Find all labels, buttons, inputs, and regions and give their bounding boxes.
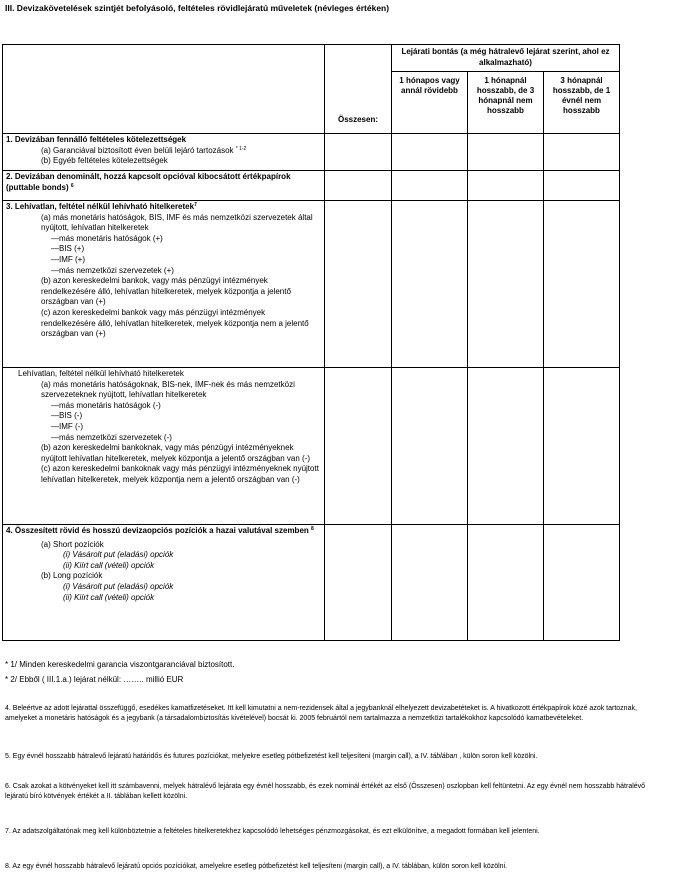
section3b-item-c: (c) azon kereskedelmi bankoknak vagy más pénzügyi intézményeknek nyújtott lehívatlan hitelkeretek, melyek központja nem a jelentő országban van (-) [41,464,319,484]
section3b-item-a1: —más monetáris hatóságok (-) [51,400,161,410]
section4-label [3,525,325,641]
section4-item-a1: (i) Vásárolt put (eladási) opciók [63,550,174,560]
section3b-item-a3: —IMF (-) [51,421,83,431]
header-total: Összesen: [325,45,392,134]
table-row-section3 [3,201,620,368]
value-cell[interactable] [544,201,620,368]
header-maturity-group: Lejárati bontás (a még hátralevő lejárat szerint, ahol ez alkalmazható) [392,45,620,72]
value-cell[interactable] [392,525,468,641]
value-cell[interactable] [392,368,468,525]
table-row-section4 [3,525,620,641]
footnote-star1: * 1/ Minden kereskedelmi garancia viszontgaranciával biztosított. [5,660,235,669]
value-cell[interactable] [392,201,468,368]
section1-heading: 1. Devizában fennálló feltételes kötelezettségek [6,135,187,144]
section1-item-a-sup: * 1-2 [235,145,247,152]
section4-item-b2: (ii) Kiírt call (vételi) opciók [63,592,155,602]
value-cell[interactable] [325,134,392,171]
value-cell[interactable] [468,201,544,368]
section4-item-a2: (ii) Kiírt call (vételi) opciók [63,560,155,570]
page-title: III. Devizakövetelések szintjét befolyásoló, feltételes rövidlejáratú műveletek (névleges értéken) [5,3,390,13]
value-cell[interactable] [392,134,468,171]
value-cell[interactable] [544,171,620,201]
header-col-3m-1y: 3 hónapnál hosszabb, de 1 évnél nem hosszabb [544,72,620,134]
section3-heading: 3. Lehívatlan, feltétel nélkül lehívható hitelkeretek$^7$ [6,202,197,211]
section4-item-b: (b) Long pozíciók [41,571,103,581]
section3b-label [3,368,325,525]
section1-label [3,134,325,171]
value-cell[interactable] [325,368,392,525]
section3b-item-b: (b) azon kereskedelmi bankoknak, vagy más pénzügyi intézményeknek nyújtott lehívatlan hitelkeretek, melyek központja a jelentő országban van (-) [41,443,311,463]
value-cell[interactable] [544,134,620,171]
table-row-section3b [3,368,620,525]
value-cell[interactable] [325,171,392,201]
header-col-1m: 1 hónapos vagy annál rövidebb [392,72,468,134]
footnote-5: 5. Egy évnél hosszabb hátralevő lejáratú határidős és futures pozíciókat, melyekre esetleg pótbefizetést kell teljesíteni (margin call), a IV. táblában , külön soron kell közölni. [5,753,538,760]
section3-item-a: (a) más monetáris hatóságok, BIS, IMF és más nemzetközi szervezetek által nyújtott, lehívatlan hitelkeretek [41,212,313,233]
value-cell[interactable] [468,368,544,525]
footnote-4: 4. Beleértve az adott lejárattal összefüggő, esedékes kamatfizetéseket. Itt kell kimutatni a nem-rezidensek által a jegybanknál elhelyezett devizabetéteket is. A hivatkozott értékpapírok közé azok tartoznak, amelyeket a monetáris hatóságok és a jegybank (a társadalombiztosítás kivételével) bocsát ki. 2005 februártól nem tartalmazza a nemzetközi tartalékokhoz kapcsolódó kamatbevételeket. [5,705,637,722]
value-cell[interactable] [468,171,544,201]
section3b-item-a2: —BIS (-) [51,411,83,421]
section3-item-a1: —más monetáris hatóságok (+) [51,233,163,243]
value-cell[interactable] [544,525,620,641]
value-cell[interactable] [325,201,392,368]
section3b-item-a4: —más nemzetközi szervezetek (-) [51,432,172,442]
value-cell[interactable] [544,368,620,525]
section4-item-b1: (i) Vásárolt put (eladási) opciók [63,581,174,591]
section4-heading: 4. Összesített rövid és hosszú devizaopciós pozíciók a hazai valutával szemben $^8$ [6,526,314,535]
footnote-star2: * 2/ Ebből ( III.1.a.) lejárat nélkül: …….. millió EUR [5,675,184,684]
section3-item-a2: —BIS (+) [51,244,85,254]
section1-item-a: (a) Garanciával biztosított éven belüli lejáró tartozások $^{* 1-2}$ [41,145,247,155]
section2-label [3,171,325,201]
value-cell[interactable] [468,134,544,171]
footnote-7: 7. Az adatszolgáltatónak meg kell különböztetnie a feltételes hitelkeretekhez kapcsolódó lehetséges pénzmozgásokat, és ezt elkülönítve, a megadott formában kell jelenteni. [5,828,540,835]
section3-label [3,201,325,368]
section4-item-a: (a) Short pozíciók [41,539,104,549]
section2-heading: 2. Devizában denominált, hozzá kapcsolt opcióval kibocsátott értékpapírok (puttable bonds) $^6$ [6,172,291,192]
section3-item-c: (c) azon kereskedelmi bankok vagy más pénzügyi intézmények rendelkezésére álló, lehívatlan hitelkeretek, melyek központja nem a jelentő országban van (+) [41,307,309,339]
footnote-6: 6. Csak azokat a kötvényeket kell itt számbavenni, melyek hátralévő lejárata egy évnél hosszabb, és ezek nominál értékét az első (Összesen) oszlopban kell feltüntetni. Az egy évnél nem hosszabb hátralévő lejáratú bíró kötvények értékét a II. táblában kellett közölni. [5,783,646,800]
section3b-heading: Lehívatlan, feltétel nélkül lehívható hitelkeretek [18,369,184,378]
value-cell[interactable] [392,171,468,201]
footnote-8: 8. Az egy évnél hosszabb hátralevő lejáratú opciós pozíciókat, amelyekre esetleg pótbefizetést kell teljesíteni (margin call), a IV. táblában, külön soron kell közölni. [5,863,508,870]
value-cell[interactable] [325,525,392,641]
header-col-1-3m: 1 hónapnál hosszabb, de 3 hónapnál nem hosszabb [468,72,544,134]
contingent-operations-table [2,44,620,641]
section1-item-b: (b) Egyéb feltételes kötelezettségek [41,156,168,166]
section3-item-a3: —IMF (+) [51,254,85,264]
table-row-section1 [3,134,620,171]
section3-item-a4: —más nemzetközi szervezetek (+) [51,265,174,275]
section3b-item-a: (a) más monetáris hatóságoknak, BIS-nek, IMF-nek és más nemzetközi szervezeteknek nyújtott, lehívatlan hitelkeretek [41,379,295,400]
table-row-section2 [3,171,620,201]
header-empty-cell [3,45,325,134]
value-cell[interactable] [468,525,544,641]
section3-item-b: (b) azon kereskedelmi bankok, vagy más pénzügyi intézmények rendelkezésére álló, lehívatlan hitelkeretek, melyek központja a jelentő országban van (+) [41,276,291,307]
header-row-1 [3,45,620,72]
